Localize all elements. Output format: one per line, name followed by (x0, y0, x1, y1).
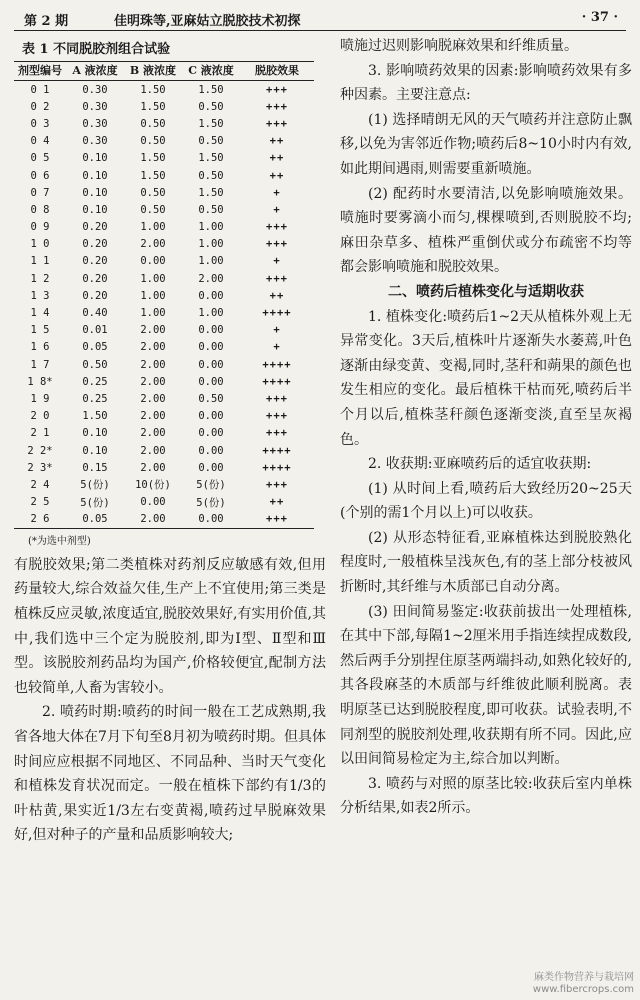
right-paragraph: (1) 从时间上看,喷药后大致经历20~25天(个别的需1个月以上)可以收获。 (340, 480, 632, 522)
cell-a: 0.01 (82, 324, 108, 337)
left-body-text (14, 553, 326, 848)
cell-effect: ++ (269, 152, 285, 165)
cell-c: 1.00 (198, 238, 224, 251)
cell-a: 0.20 (82, 221, 108, 234)
cell-id: 1 0 (30, 238, 50, 251)
cell-b: 0.50 (140, 203, 166, 216)
cell-b: 1.00 (140, 272, 166, 285)
cell-effect: ++ (269, 169, 285, 182)
section-heading: 二、喷药后植株变化与适期收获 (388, 283, 584, 300)
left-column (14, 34, 326, 848)
right-paragraph: (2) 配药时水要清洁,以免影响喷施效果。喷施时要雾滴小而匀,棵棵喷到,否则脱胶不均;麻田杂草多、植株严重倒伏或分布疏密不均等都会影响喷施和脱胶效果。 (340, 185, 632, 276)
table-row (14, 476, 314, 493)
table-row (14, 339, 314, 356)
cell-a: 0.20 (82, 255, 108, 268)
cell-b: 1.50 (140, 152, 166, 165)
table-row (14, 459, 314, 476)
cell-effect: + (273, 341, 281, 354)
cell-effect: ++++ (262, 461, 292, 474)
cell-c: 0.00 (198, 461, 224, 474)
table-row (14, 511, 314, 529)
cell-c: 0.00 (198, 375, 224, 388)
cell-a: 0.15 (82, 461, 108, 474)
cell-c: 5(份) (196, 496, 226, 509)
left-paragraph-1: 有脱胶效果;第二类植株对药剂反应敏感有效,但用药量较大,综合效益欠佳,生产上不宜使用;第三类是植株反应灵敏,浓度适宜,脱胶效果好,有实用价值,其中,我们选中三个定为脱胶剂,即为Ⅰ型、Ⅱ型和Ⅲ型。该脱胶剂药品均为国产,价格较便宜,配制方法也较简单,人畜为害较小。 (14, 556, 326, 696)
cell-id: 2 4 (30, 478, 50, 491)
cell-c: 0.00 (198, 358, 224, 371)
cell-a: 0.10 (82, 169, 108, 182)
cell-c: 0.00 (198, 444, 224, 457)
cell-id: 0 4 (30, 135, 50, 148)
cell-a: 0.20 (82, 238, 108, 251)
issue-number: 第 2 期 (24, 14, 69, 29)
cell-b: 0.50 (140, 186, 166, 199)
table-row (14, 167, 314, 184)
cell-effect: +++ (266, 272, 288, 285)
cell-b: 0.50 (140, 135, 166, 148)
watermark-site-name: 麻类作物营养与栽培网 (534, 972, 634, 983)
cell-effect: ++ (269, 496, 285, 509)
table-row (14, 270, 314, 287)
cell-a: 0.30 (82, 135, 108, 148)
col-header-effect: 脱胶效果 (240, 62, 314, 81)
col-header-a: A 液浓度 (66, 62, 124, 81)
treatment-table (14, 61, 314, 529)
cell-b: 1.00 (140, 289, 166, 302)
cell-id: 2 0 (30, 410, 50, 423)
cell-effect: +++ (266, 427, 288, 440)
cell-effect: ++++ (262, 358, 292, 371)
cell-b: 2.00 (140, 238, 166, 251)
cell-b: 2.00 (140, 461, 166, 474)
cell-effect: +++ (266, 221, 288, 234)
cell-effect: ++++ (262, 375, 292, 388)
table-row (14, 322, 314, 339)
cell-c: 0.50 (198, 203, 224, 216)
cell-c: 1.00 (198, 221, 224, 234)
cell-id: 1 5 (30, 324, 50, 337)
table-row (14, 287, 314, 304)
cell-effect: ++++ (262, 307, 292, 320)
cell-a: 0.10 (82, 203, 108, 216)
cell-c: 0.00 (198, 341, 224, 354)
cell-a: 5(份) (80, 479, 110, 492)
cell-b: 2.00 (140, 358, 166, 371)
cell-a: 0.30 (82, 83, 108, 96)
cell-effect: +++ (240, 511, 314, 529)
cell-effect: +++ (266, 410, 288, 423)
cell-effect: ++++ (262, 444, 292, 457)
right-paragraph: (3) 田间简易鉴定:收获前拔出一处理植株,在其中下部,每隔1~2厘米用手指连续捏成数段,然后两手分别捏住原茎两端抖动,如熟化较好的,其各段麻茎的木质部与纤维彼此顺利脱离。表明原茎已达到脱胶程度,即可收获。试验表明,不同剂型的脱胶剂处理,收获期有所不同。因此,应以田间简易检定为主,综合加以判断。 (340, 603, 632, 768)
cell-b: 2.00 (140, 427, 166, 440)
col-header-b: B 液浓度 (124, 62, 182, 81)
cell-c: 5(份) (196, 479, 226, 492)
cell-c: 0.00 (198, 410, 224, 423)
table-row (14, 201, 314, 218)
cell-effect: ++ (269, 135, 285, 148)
page-header (14, 6, 626, 31)
cell-b: 1.00 (140, 221, 166, 234)
cell-a: 0.20 (82, 289, 108, 302)
cell-a: 0.20 (82, 272, 108, 285)
cell-id: 2 5 (30, 496, 50, 509)
cell-c: 2.00 (198, 272, 224, 285)
table-note: (*为选中剂型) (28, 535, 91, 547)
cell-b: 1.50 (140, 83, 166, 96)
cell-id: 1 2 (30, 272, 50, 285)
table-row (14, 442, 314, 459)
cell-c: 0.00 (198, 427, 224, 440)
table-row (14, 373, 314, 390)
table-row (14, 390, 314, 407)
cell-a: 5(份) (80, 496, 110, 509)
cell-id: 2 2* (27, 444, 53, 457)
right-body-text (340, 34, 632, 821)
right-paragraph: 3. 喷药与对照的原茎比较:收获后室内单株分析结果,如表2所示。 (340, 775, 632, 817)
cell-effect: +++ (266, 478, 288, 491)
cell-a: 0.05 (66, 511, 124, 529)
right-paragraph: 2. 收获期:亚麻喷药后的适宜收获期: (368, 456, 592, 473)
cell-effect: + (273, 255, 281, 268)
cell-b: 0.00 (140, 496, 166, 509)
cell-c: 1.50 (198, 83, 224, 96)
cell-effect: +++ (266, 83, 288, 96)
page-number: · 37 · (581, 10, 618, 25)
cell-id: 0 8 (30, 203, 50, 216)
table-row (14, 494, 314, 511)
cell-a: 0.40 (82, 307, 108, 320)
table-row (14, 304, 314, 321)
cell-b: 1.50 (140, 100, 166, 113)
running-title: 佳明珠等,亚麻姑立脱胶技术初探 (114, 14, 301, 29)
col-header-id: 剂型编号 (14, 62, 66, 81)
cell-b: 2.00 (140, 375, 166, 388)
cell-id: 1 9 (30, 392, 50, 405)
cell-a: 0.30 (82, 117, 108, 130)
table-row (14, 81, 314, 99)
table-row (14, 219, 314, 236)
col-header-c: C 液浓度 (182, 62, 240, 81)
cell-effect: +++ (266, 100, 288, 113)
cell-c: 1.50 (198, 152, 224, 165)
right-continuation: 喷施过迟则影响脱麻效果和纤维质量。 (340, 38, 578, 54)
cell-effect: +++ (266, 392, 288, 405)
cell-b: 10(份) (135, 479, 171, 492)
cell-id: 0 5 (30, 152, 50, 165)
cell-c: 0.50 (198, 169, 224, 182)
cell-id: 1 7 (30, 358, 50, 371)
table-row (14, 253, 314, 270)
cell-a: 0.50 (82, 358, 108, 371)
cell-b: 2.00 (140, 410, 166, 423)
table-row (14, 150, 314, 167)
cell-b: 2.00 (140, 392, 166, 405)
table-header-row (14, 62, 314, 81)
cell-a: 0.25 (82, 392, 108, 405)
cell-c: 1.00 (198, 307, 224, 320)
cell-id: 0 6 (30, 169, 50, 182)
cell-effect: ++ (269, 289, 285, 302)
cell-a: 0.10 (82, 152, 108, 165)
cell-c: 0.00 (198, 289, 224, 302)
table-row (14, 408, 314, 425)
right-paragraph: 3. 影响喷药效果的因素:影响喷药效果有多种因素。主要注意点: (340, 62, 632, 104)
cell-c: 0.50 (198, 392, 224, 405)
cell-id: 1 3 (30, 289, 50, 302)
cell-id: 0 3 (30, 117, 50, 130)
table-row (14, 356, 314, 373)
right-paragraph: 1. 植株变化:喷药后1~2天从植株外观上无异常变化。3天后,植株叶片逐渐失水萎蔫,叶色逐渐由绿变黄、变褐,同时,茎秆和蒴果的颜色也发生相应的变化。最后植株干枯而死,喷药后半个月以后,植株茎秆颜色逐渐变淡,直至呈灰褐色。 (340, 308, 632, 448)
cell-b: 1.00 (140, 307, 166, 320)
cell-id: 0 9 (30, 221, 50, 234)
table-title: 表 1 不同脱胶剂组合试验 (22, 42, 171, 57)
cell-b: 2.00 (124, 511, 182, 529)
table-row (14, 98, 314, 115)
cell-a: 0.10 (82, 427, 108, 440)
cell-b: 2.00 (140, 444, 166, 457)
cell-b: 2.00 (140, 324, 166, 337)
cell-effect: +++ (266, 117, 288, 130)
cell-c: 1.00 (198, 255, 224, 268)
cell-c: 0.50 (198, 135, 224, 148)
cell-b: 1.50 (140, 169, 166, 182)
cell-c: 1.50 (198, 186, 224, 199)
cell-effect: + (273, 203, 281, 216)
cell-b: 0.00 (140, 255, 166, 268)
table-body (14, 81, 314, 529)
cell-c: 0.00 (182, 511, 240, 529)
cell-id: 0 7 (30, 186, 50, 199)
cell-id: 2 6 (14, 511, 66, 529)
cell-c: 1.50 (198, 117, 224, 130)
cell-c: 0.50 (198, 100, 224, 113)
cell-id: 1 8* (27, 375, 53, 388)
cell-id: 0 1 (30, 83, 50, 96)
cell-id: 2 3* (27, 461, 53, 474)
cell-a: 1.50 (82, 410, 108, 423)
cell-id: 2 1 (30, 427, 50, 440)
table-row (14, 236, 314, 253)
cell-a: 0.30 (82, 100, 108, 113)
site-watermark (533, 972, 634, 996)
cell-a: 0.25 (82, 375, 108, 388)
cell-b: 2.00 (140, 341, 166, 354)
table-row (14, 425, 314, 442)
cell-id: 1 4 (30, 307, 50, 320)
watermark-url: www.fibercrops.com (532, 984, 634, 995)
cell-c: 0.00 (198, 324, 224, 337)
cell-a: 0.05 (82, 341, 108, 354)
right-paragraph: (2) 从形态特征看,亚麻植株达到脱胶熟化程度时,一般植株呈浅灰色,有的茎上部分枝被风折断时,其纤维与木质部已自动分离。 (340, 529, 632, 596)
right-column (340, 34, 632, 821)
cell-id: 1 6 (30, 341, 50, 354)
cell-id: 1 1 (30, 255, 50, 268)
right-paragraph: (1) 选择晴朗无风的天气喷药并注意防止飘移,以免为害邻近作物;喷药后8~10小时内有效,如此期间遇雨,则需要重新喷施。 (340, 111, 632, 177)
cell-a: 0.10 (82, 444, 108, 457)
cell-b: 0.50 (140, 117, 166, 130)
table-row (14, 115, 314, 132)
cell-a: 0.10 (82, 186, 108, 199)
cell-id: 0 2 (30, 100, 50, 113)
table-row (14, 133, 314, 150)
cell-effect: +++ (266, 238, 288, 251)
left-paragraph-2: 2. 喷药时期:喷药的时间一般在工艺成熟期,我省各地大体在7月下旬至8月初为喷药时期。但具体时间应应根据不同地区、不同品种、当时天气变化和植株发育状况而定。一般在植株下部约有1/3的叶枯黄,果实近1/3左右变黄褐,喷药过早脱麻效果好,但对种子的产量和品质影响较大; (14, 704, 326, 844)
table-row (14, 184, 314, 201)
cell-effect: + (273, 324, 281, 337)
cell-effect: + (273, 186, 281, 199)
